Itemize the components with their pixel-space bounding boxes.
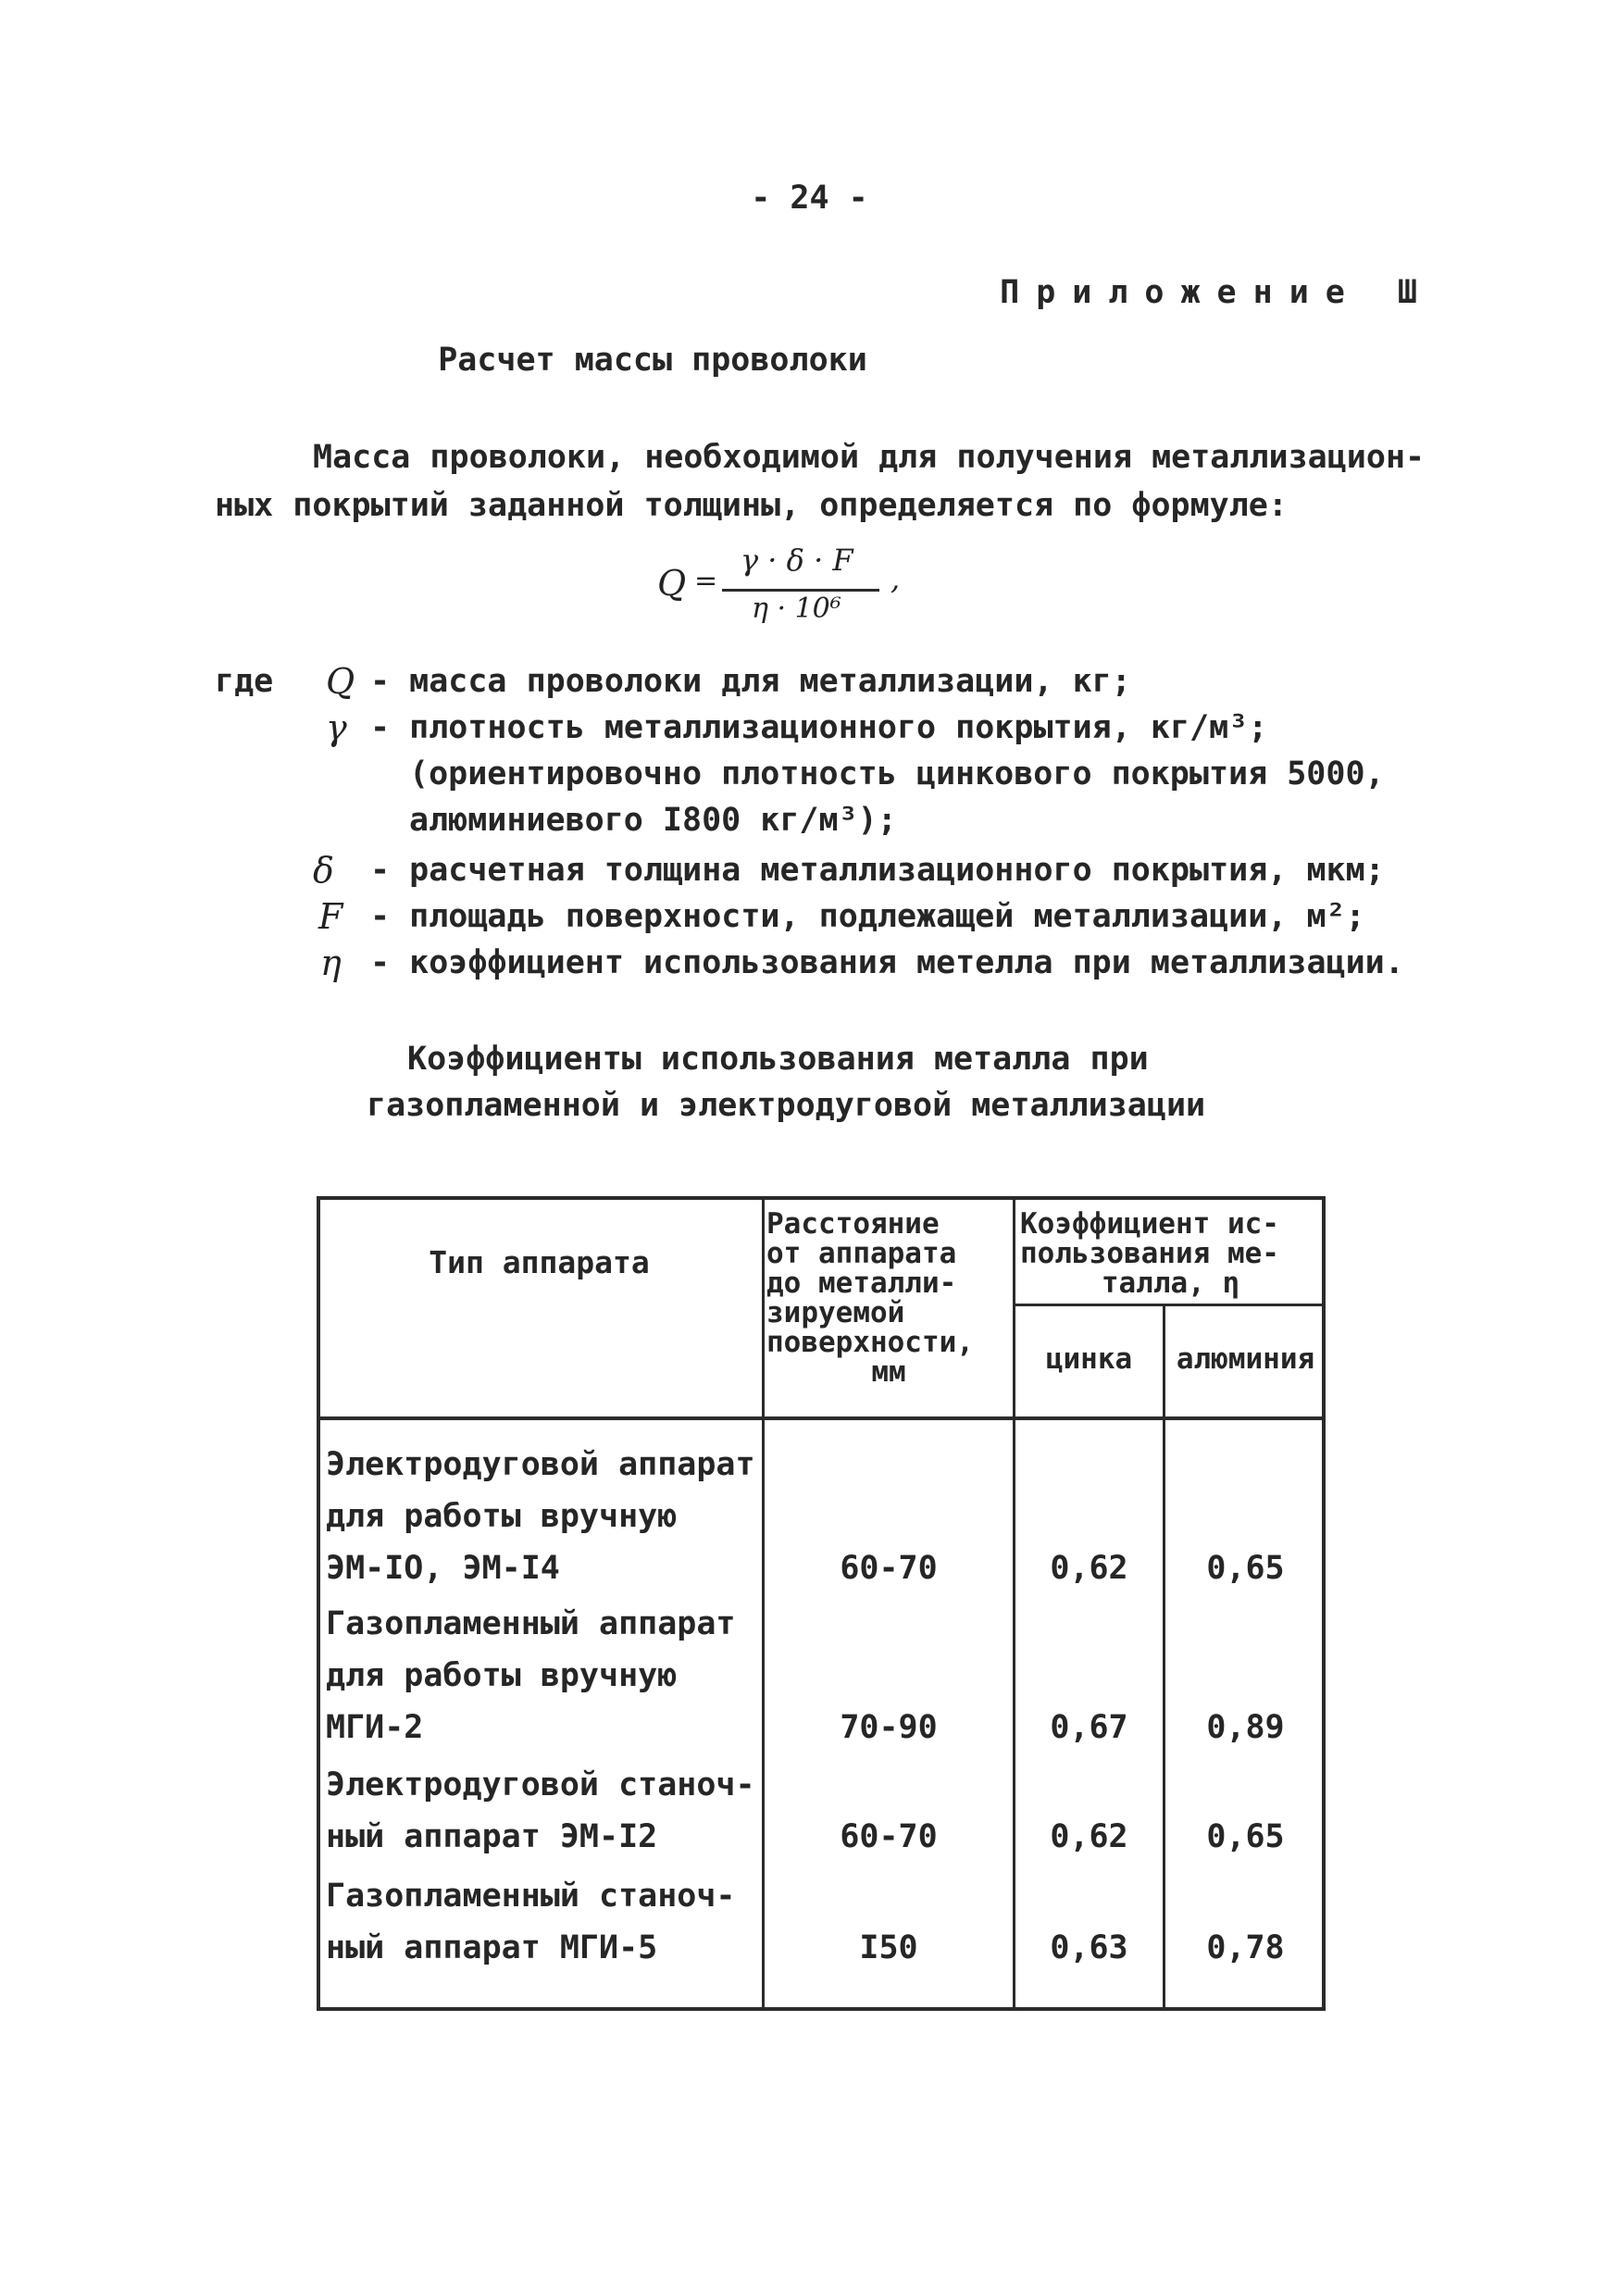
row-type-line: Газопламенный станоч- [326,1878,736,1915]
row-type-line: Газопламенный аппарат [326,1605,736,1642]
table-caption-line-1: Коэффициенты использования металла при [407,1041,1149,1078]
legend-text: - плотность металлизационного покрытия, кг/м³; [370,709,1268,746]
row-distance: 70-90 [840,1709,938,1746]
formula-numerator: γ · δ · F [741,543,853,578]
section-title: Расчет массы проволоки [438,342,867,379]
legend-symbol: δ [313,850,334,891]
row-zinc: 0,62 [1050,1550,1128,1587]
header-distance-line: зируемой [766,1296,905,1329]
legend-symbol: η [320,942,342,983]
header-aluminum: алюминия [1176,1342,1315,1376]
legend-symbol: Q [326,661,355,702]
header-coef-line: Коэффициент ис- [1020,1207,1279,1241]
row-type-line: ный аппарат ЭМ-I2 [326,1818,658,1855]
row-type-line: для работы вручную [326,1657,678,1694]
row-distance: 60-70 [840,1818,938,1855]
header-zinc: цинка [1045,1342,1133,1376]
row-distance: 60-70 [840,1550,938,1587]
legend-text: - масса проволоки для металлизации, кг; [370,663,1131,700]
formula-comma: , [890,561,901,596]
row-type-line: МГИ-2 [326,1709,424,1746]
table-border-right [1322,1196,1326,2011]
coef-subheader-line [1013,1304,1326,1306]
legend-text: - площадь поверхности, подлежащей металлизации, м²; [370,898,1365,935]
row-zinc: 0,62 [1050,1818,1128,1855]
legend-symbol: γ [326,707,347,748]
row-zinc: 0,67 [1050,1709,1128,1746]
column-divider [1163,1304,1165,2011]
row-aluminum: 0,89 [1206,1709,1285,1746]
where-label: где [215,663,274,700]
row-zinc: 0,63 [1050,1929,1128,1966]
row-aluminum: 0,65 [1206,1550,1285,1587]
row-type-line: ЭМ-IO, ЭМ-I4 [326,1550,560,1587]
table-caption-line-2: газопламенной и электродуговой металлизации [367,1087,1206,1124]
page-number: - 24 - [751,180,868,217]
intro-line-2: ных покрытий заданной толщины, определяется по формуле: [215,487,1288,524]
table-border-left [317,1196,320,2011]
fraction-bar [722,589,879,592]
header-distance-line: поверхности, [766,1326,974,1359]
table-border-top [317,1196,1326,1200]
row-type-line: Электродуговой станоч- [326,1766,755,1803]
legend-text: - расчетная толщина металлизационного покрытия, мкм; [370,852,1385,889]
legend-note: (ориентировочно плотность цинкового покрытия 5000, [409,755,1385,792]
appendix-label: Приложение Ш [1000,274,1434,311]
header-coef-line: талла, η [1101,1267,1240,1300]
legend-text: - коэффициент использования метелла при металлизации. [370,944,1404,981]
table-border-bottom [317,2007,1326,2011]
formula-equals: = [694,565,718,597]
column-divider [1013,1196,1015,2011]
formula-denominator: η · 10⁶ [752,593,841,625]
header-coef-line: пользования ме- [1020,1237,1279,1270]
header-distance-line: Расстояние [766,1207,940,1241]
row-type-line: для работы вручную [326,1498,678,1535]
legend-note: алюминиевого I800 кг/м³); [409,802,897,839]
row-aluminum: 0,78 [1206,1929,1285,1966]
header-distance-line: от аппарата [766,1237,957,1270]
intro-line-1: Масса проволоки, необходимой для получения металлизацион- [313,439,1426,476]
header-type: Тип аппарата [429,1244,650,1280]
header-separator [317,1416,1326,1420]
row-distance: I50 [859,1929,918,1966]
formula-lhs: Q [657,563,687,604]
row-aluminum: 0,65 [1206,1818,1285,1855]
header-distance-line: мм [871,1355,906,1389]
column-divider [762,1196,765,2011]
header-distance-line: до металли- [766,1267,957,1300]
coefficient-table [317,1196,1326,2011]
row-type-line: Электродуговой аппарат [326,1446,755,1483]
row-type-line: ный аппарат МГИ-5 [326,1929,658,1966]
mass-formula [648,543,944,644]
legend-symbol: F [318,896,343,937]
